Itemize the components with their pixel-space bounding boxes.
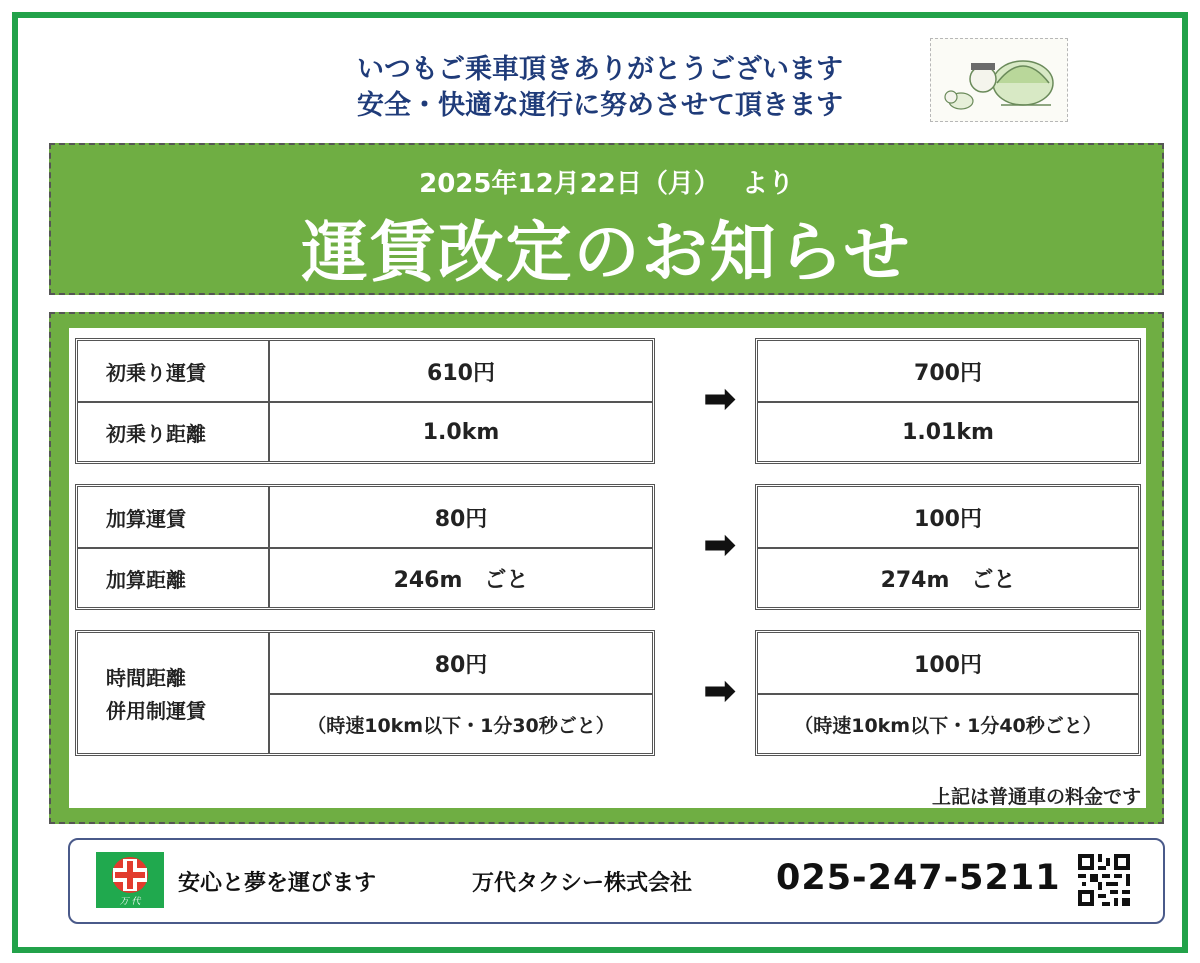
greeting-line-1: いつもご乗車頂きありがとうございます [357, 54, 843, 85]
company-name: 万代タクシー株式会社 [472, 871, 693, 896]
qr-code-icon[interactable] [1078, 854, 1130, 906]
new-additional-fare: 100円 [914, 506, 982, 532]
old-additional-fare: 80円 [434, 506, 488, 532]
new-base-fare: 700円 [914, 360, 982, 386]
old-base-fare: 610円 [427, 360, 495, 386]
logo-text: 万 代 [119, 897, 141, 907]
effective-date: 2025年12月22日（月） より [419, 169, 794, 199]
arrow-right-icon: ➡ [703, 668, 737, 714]
new-base-distance: 1.01km [902, 419, 994, 445]
old-fare-table-1 [75, 338, 655, 464]
new-fare-table-3 [755, 630, 1141, 756]
old-time-interval: （時速10km以下・1分30秒ごと） [307, 714, 615, 737]
old-fare-table-2 [75, 484, 655, 610]
company-logo-icon [96, 852, 164, 908]
new-fare-table-2 [755, 484, 1141, 610]
new-additional-distance: 274m ごと [880, 567, 1016, 593]
banner-title: 運賃改定のお知らせ [301, 214, 912, 291]
new-time-fare: 100円 [914, 652, 982, 678]
footer-slogan: 安心と夢を運びます [178, 871, 377, 896]
new-fare-table-1 [755, 338, 1141, 464]
new-time-interval: （時速10km以下・1分40秒ごと） [794, 714, 1102, 737]
label-base-distance: 初乗り距離 [106, 421, 206, 446]
greeting [290, 52, 910, 124]
phone-number[interactable]: 025-247-5211 [776, 858, 1061, 898]
fare-note: 上記は普通車の料金です [931, 786, 1141, 808]
label-additional-fare: 加算運賃 [106, 506, 186, 531]
old-base-distance: 1.0km [422, 419, 500, 445]
label-additional-distance: 加算距離 [106, 567, 186, 592]
old-additional-distance: 246m ごと [393, 567, 529, 593]
label-base-fare: 初乗り運賃 [106, 360, 206, 385]
label-time-distance: 時間距離 [106, 666, 186, 690]
mascot-turtle-icon [930, 38, 1068, 122]
announcement-banner [49, 143, 1164, 295]
arrow-right-icon: ➡ [703, 376, 737, 422]
fare-panel [49, 312, 1164, 824]
footer-bar [68, 838, 1165, 924]
greeting-line-2: 安全・快適な運行に努めさせて頂きます [357, 90, 843, 121]
fare-panel-inner [69, 328, 1146, 808]
old-fare-table-3 [75, 630, 655, 756]
arrow-right-icon: ➡ [703, 522, 737, 568]
old-time-fare: 80円 [434, 652, 488, 678]
label-combined-fare: 併用制運賃 [106, 699, 206, 723]
